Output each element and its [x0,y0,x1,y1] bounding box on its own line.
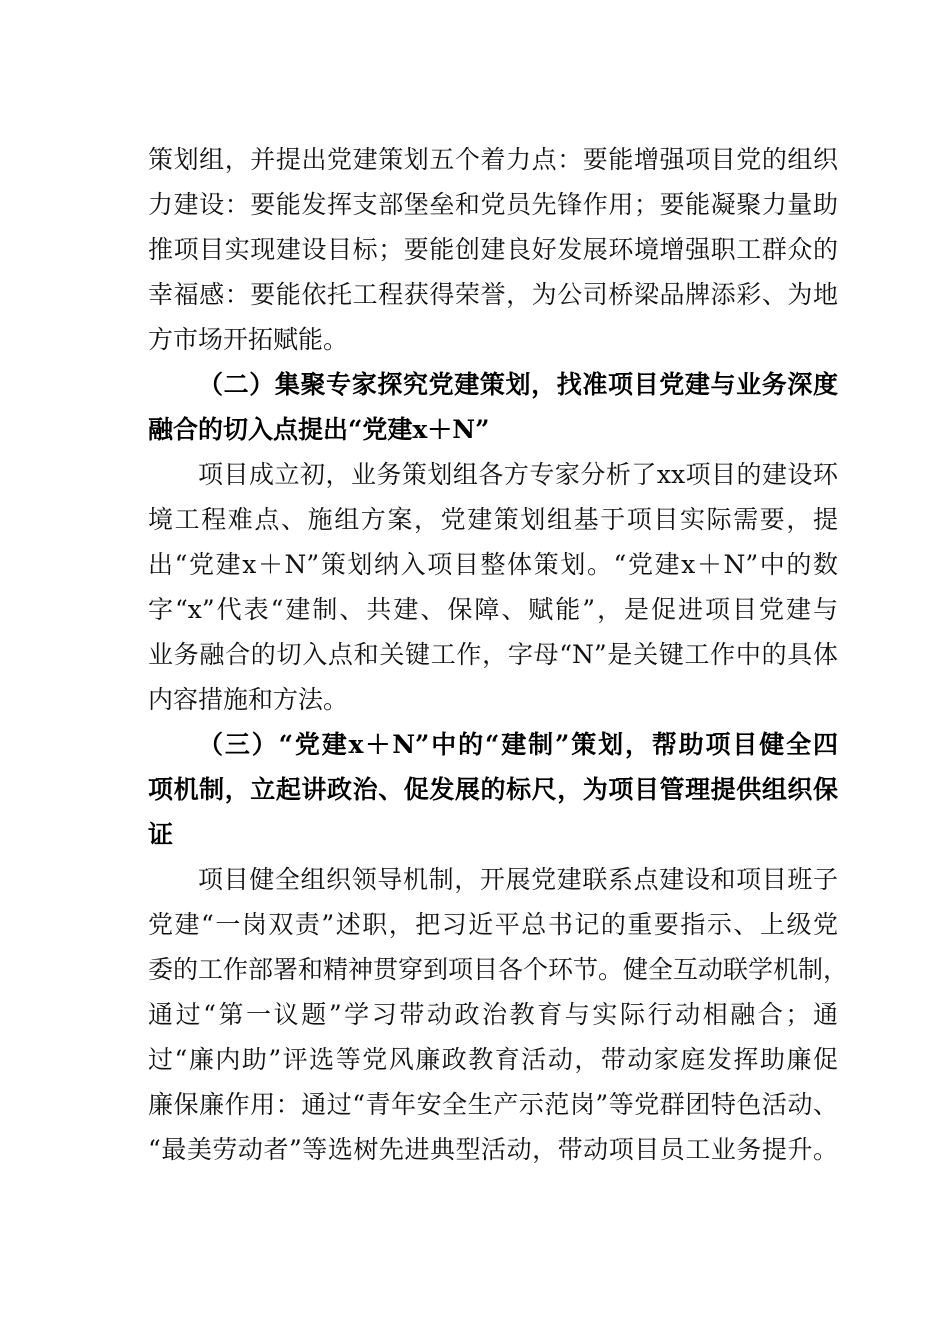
section-heading-3: 证 [148,820,174,849]
section-heading-2: （二）集聚专家探究党建策划，找准项目党建与业务深度 [198,370,838,399]
paragraph-line: 策划组，并提出党建策划五个着力点：要能增强项目党的组织 [148,145,838,174]
section-heading-3: 项机制，立起讲政治、促发展的标尺，为项目管理提供组织保 [148,775,838,804]
paragraph-line: 党建“一岗双责”述职，把习近平总书记的重要指示、上级党 [148,910,838,939]
paragraph-line: 通过“第一议题”学习带动政治教育与实际行动相融合；通 [148,1000,838,1029]
paragraph-line: 方市场开拓赋能。 [148,325,349,354]
paragraph-line: 项目成立初，业务策划组各方专家分析了xx项目的建设环 [198,460,838,489]
paragraph-line: 过“廉内助”评选等党风廉政教育活动，带动家庭发挥助廉促 [148,1045,838,1074]
paragraph-line: 廉保廉作用：通过“青年安全生产示范岗”等党群团特色活动、 [148,1090,838,1119]
paragraph-line: 字“x”代表“建制、共建、保障、赋能”，是促进项目党建与 [148,595,838,624]
paragraph-line: 内容措施和方法。 [148,685,349,714]
paragraph-line: 出“党建x＋N”策划纳入项目整体策划。“党建x＋N”中的数 [148,550,838,579]
paragraph-line: 境工程难点、施组方案，党建策划组基于项目实际需要，提 [148,505,838,534]
paragraph-line: 幸福感：要能依托工程获得荣誉，为公司桥梁品牌添彩、为地 [148,280,838,309]
paragraph-line: 推项目实现建设目标；要能创建良好发展环境增强职工群众的 [148,235,838,264]
section-heading-2: 融合的切入点提出“党建x＋N” [148,415,490,444]
paragraph-line: 委的工作部署和精神贯穿到项目各个环节。健全互动联学机制， [148,955,849,984]
section-heading-3: （三）“党建x＋N”中的“建制”策划，帮助项目健全四 [198,730,838,759]
paragraph-line: 业务融合的切入点和关键工作，字母“N”是关键工作中的具体 [148,640,838,669]
paragraph-line: “最美劳动者”等选树先进典型活动，带动项目员工业务提升。 [148,1135,838,1164]
paragraph-line: 项目健全组织领导机制，开展党建联系点建设和项目班子 [198,865,838,894]
paragraph-line: 力建设：要能发挥支部堡垒和党员先锋作用；要能凝聚力量助 [148,190,838,219]
